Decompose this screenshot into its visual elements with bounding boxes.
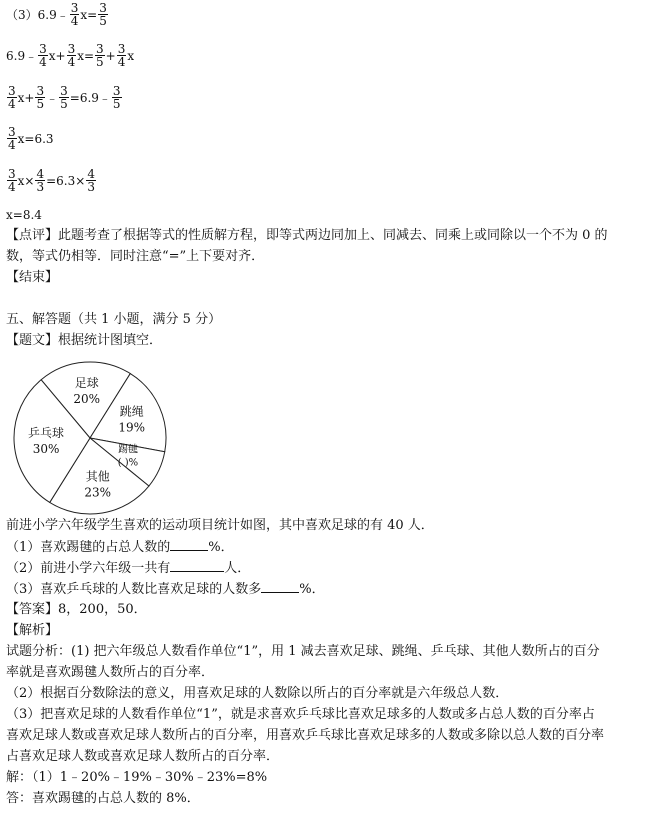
equation-line-4: $\frac{3}{4}$ x=6.3 xyxy=(8,125,54,152)
eq3-fraction-1: $\frac{3}{4}$ xyxy=(8,84,16,111)
eq2-fraction-4: $\frac{3}{4}$ xyxy=(117,42,126,69)
pie-value-2: 19% xyxy=(118,420,146,435)
analysis-title: 【解析】 xyxy=(6,623,59,638)
analysis-line-7: 解：（1）1﹣20%﹣19%﹣30%﹣23%=8% xyxy=(6,770,268,785)
question-title: 【题文】根据统计图填空． xyxy=(6,333,163,348)
pie-value-1: 20% xyxy=(73,391,101,406)
analysis-line-5: 喜欢足球人数或喜欢足球人数所占的百分率，用喜欢乒乓球比喜欢足球多的人数或多除以总人数的百分率 xyxy=(6,728,605,743)
pie-label-2: 跳绳 xyxy=(119,404,144,419)
eq1-fraction-2: $\frac{3}{5}$ xyxy=(99,1,107,28)
analysis-line-2: 率就是喜欢踢毽人数所占的百分率． xyxy=(6,665,215,680)
answer: 【答案】8，200，50． xyxy=(6,602,147,617)
eq3-fraction-3: $\frac{3}{5}$ xyxy=(60,84,68,111)
eq1-mid: x= xyxy=(80,7,98,22)
equation-line-6: x=8.4 xyxy=(6,208,42,222)
blank-3[interactable] xyxy=(261,580,299,593)
equation-line-5: $\frac{3}{4}$ x× $\frac{4}{3}$ =6.3× $\frac{4}{3}$ xyxy=(8,167,95,194)
equation-line-1 xyxy=(6,2,109,27)
eq2-fraction-3: $\frac{3}{5}$ xyxy=(96,42,104,69)
equation-line-3: $\frac{3}{4}$ x+ $\frac{3}{5}$ ﹣ $\frac{3}{5}$ =6.9﹣ $\frac{3}{5}$ xyxy=(8,84,121,111)
analysis-line-6: 占喜欢足球人数或喜欢足球人数所占的百分率． xyxy=(6,749,280,764)
pie-value-3: ( )% xyxy=(117,457,139,469)
comment-end: 【结束】 xyxy=(6,270,59,285)
pie-label-1: 足球 xyxy=(74,375,99,390)
eq5-fraction-3: $\frac{4}{3}$ xyxy=(87,167,95,194)
pie-chart xyxy=(10,358,170,518)
eq2-fraction-1: $\frac{3}{4}$ xyxy=(39,42,47,69)
question-3: （3）喜欢乒乓球的人数比喜欢足球的人数多 %． xyxy=(6,582,325,597)
pie-value-5: 30% xyxy=(32,442,60,457)
eq5-fraction-2: $\frac{4}{3}$ xyxy=(36,167,45,194)
blank-2[interactable] xyxy=(170,559,224,572)
pie-label-4: 其他 xyxy=(85,469,110,484)
blank-1[interactable] xyxy=(170,538,208,551)
pie-value-4: 23% xyxy=(84,485,112,500)
question-1: （1）喜欢踢毽的占总人数的 %． xyxy=(6,540,234,555)
eq5-fraction-1: $\frac{3}{4}$ xyxy=(8,167,16,194)
eq1-prefix: （3）6.9﹣ xyxy=(6,8,69,22)
eq1-fraction-1: $\frac{3}{4}$ xyxy=(70,1,79,28)
comment-line-1: 【点评】此题考查了根据等式的性质解方程，即等式两边同加上、同减去、同乘上或同除以一个不为 0 的 xyxy=(6,228,608,243)
analysis-line-8: 答：喜欢踢毽的占总人数的 8%． xyxy=(6,791,200,806)
analysis-line-4: （3）把喜欢足球的人数看作单位“1”，就是求喜欢乒乓球比喜欢足球多的人数或多占总人数的百分率占 xyxy=(6,707,595,722)
question-intro: 前进小学六年级学生喜欢的运动项目统计如图，其中喜欢足球的有 40 人． xyxy=(6,518,434,533)
eq4-fraction-1: $\frac{3}{4}$ xyxy=(8,125,16,152)
section-heading: 五、解答题（共 1 小题，满分 5 分） xyxy=(6,312,222,327)
eq3-fraction-4: $\frac{3}{5}$ xyxy=(112,84,121,111)
comment-line-2: 数，等式仍相等．同时注意“=”上下要对齐． xyxy=(6,249,265,264)
eq2-fraction-2: $\frac{3}{4}$ xyxy=(67,42,76,69)
equation-line-2: 6.9﹣ $\frac{3}{4}$ x+ $\frac{3}{4}$ x= $\frac{3}{5}$ + $\frac{3}{4}$ x xyxy=(6,42,135,69)
analysis-line-1: 试题分析：(1) 把六年级总人数看作单位“1”，用 1 减去喜欢足球、跳绳、乒乓球、其他人数所占的百分 xyxy=(6,644,600,659)
question-2: （2）前进小学六年级一共有 人． xyxy=(6,561,251,576)
pie-label-5: 乒乓球 xyxy=(28,426,65,441)
pie-label-3: 踢毽 xyxy=(117,444,138,456)
eq3-fraction-2: $\frac{3}{5}$ xyxy=(36,84,45,111)
analysis-line-3: （2）根据百分数除法的意义，用喜欢足球的人数除以所占的百分率就是六年级总人数． xyxy=(6,686,509,701)
